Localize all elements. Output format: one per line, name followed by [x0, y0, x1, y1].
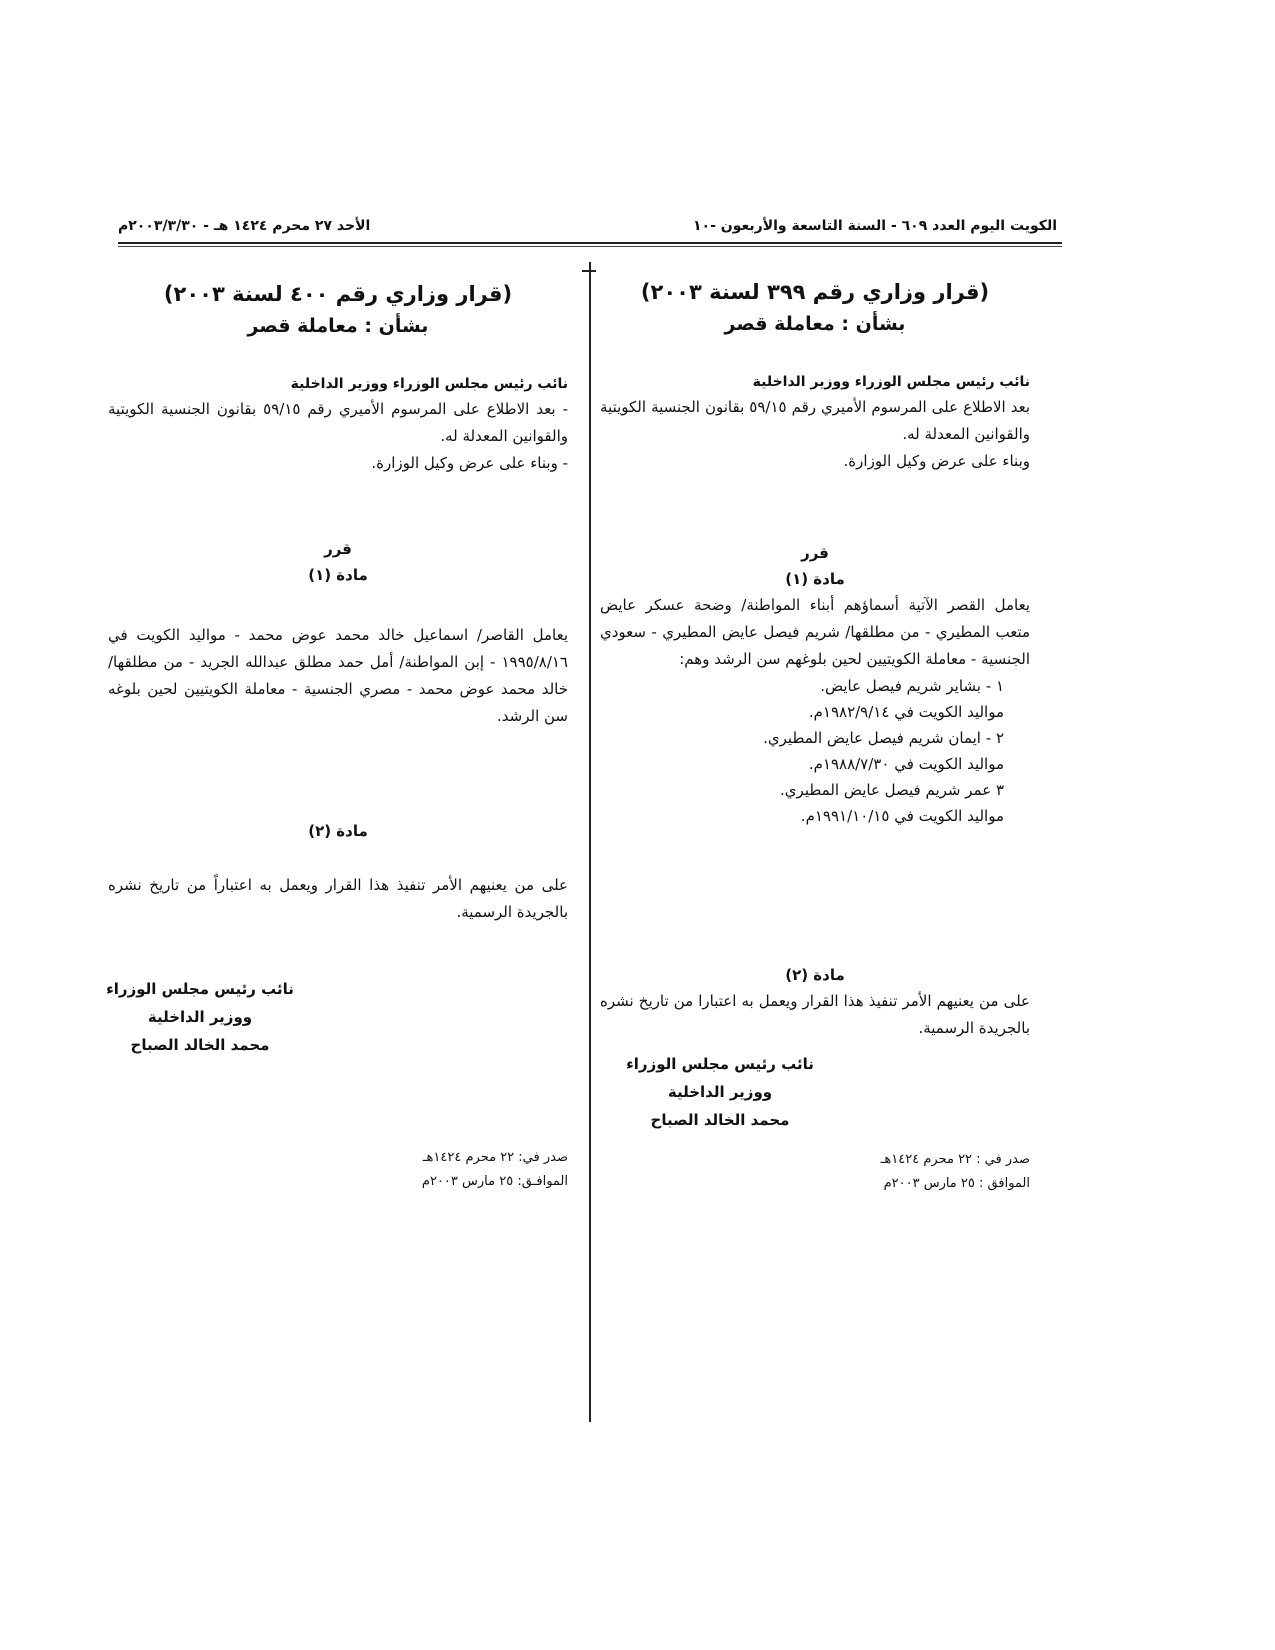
decree-399-article-2-heading: مادة (٢) [785, 966, 845, 984]
signature-title: نائب رئيس مجلس الوزراء [106, 980, 294, 998]
decree-400-article-2-heading: مادة (٢) [308, 822, 368, 840]
issued-date: صدر في : ٢٢ محرم ١٤٢٤هـ [880, 1152, 1030, 1167]
header-date: الأحد ٢٧ محرم ١٤٢٤ هـ - ٢٠٠٣/٣/٣٠م [118, 218, 371, 234]
decree-399-preamble-1: بعد الاطلاع على المرسوم الأميري رقم ٥٩/١٥ بقانون الجنسية الكويتية والقوانين المعدلة له. [600, 398, 1030, 443]
header-rule [118, 242, 1062, 244]
signature-name: محمد الخالد الصباح [130, 1036, 270, 1054]
decree-400-article-2 [108, 818, 568, 926]
decree-400-preamble-1: - بعد الاطلاع على المرسوم الأميري رقم ٥٩/١٥ بقانون الجنسية الكويتية والقوانين المعدلة له. [108, 400, 569, 445]
decree-399-minors-list [600, 673, 1030, 829]
decree-400-subject: بشأن : معاملة قصر [247, 315, 429, 337]
signature-name: محمد الخالد الصباح [650, 1111, 790, 1129]
decree-399-preamble-2: وبناء على عرض وكيل الوزارة. [843, 452, 1030, 470]
decree-399-title-block [600, 276, 1030, 340]
decree-399-article-1 [600, 540, 1030, 829]
list-item: ٢ - ايمان شريم فيصل عايض المطيري. [763, 729, 1004, 747]
decree-400-article-2-text: على من يعنيهم الأمر تنفيذ هذا القرار ويعمل به اعتباراً من تاريخ نشره بالجريدة الرسمية. [108, 876, 568, 921]
list-item: ٣ عمر شريم فيصل عايض المطيري. [780, 781, 1004, 799]
decree-399-article-1-text: يعامل القصر الآتية أسماؤهم أبناء المواطنة/ وضحة عسكر عايض متعب المطيري - من مطلقها/ شريم فيصل عايض المطيري - سعودي الجنسية - معاملة الكويتيين لحين بلوغهم سن الرشد وهم: [600, 596, 1030, 668]
signature-ministry: ووزير الداخلية [147, 1008, 253, 1026]
decree-399-article-2-text: على من يعنيهم الأمر تنفيذ هذا القرار ويعمل به اعتبارا من تاريخ نشره بالجريدة الرسمية. [600, 992, 1030, 1037]
header-issue-info: الكويت اليوم العدد ٦٠٩ - السنة التاسعة والأربعون -١٠ [692, 218, 1057, 234]
decree-400-preamble-2: - وبناء على عرض وكيل الوزارة. [371, 454, 568, 472]
decree-400-article-1 [108, 536, 568, 730]
decree-400-title: (قرار وزاري رقم ٤٠٠ لسنة ٢٠٠٣) [163, 282, 513, 306]
decree-399-authority: نائب رئيس مجلس الوزراء ووزير الداخلية [752, 374, 1030, 390]
decree-400-authority: نائب رئيس مجلس الوزراء ووزير الداخلية [290, 376, 568, 392]
decree-400-signature [100, 975, 300, 1059]
column-divider-tick [582, 270, 596, 272]
decree-400-article-1-text: يعامل القاصر/ اسماعيل خالد محمد عوض محمد - مواليد الكويت في ١٩٩٥/٨/١٦ - إبن المواطنة/ أمل حمد مطلق عبدالله الجريد - من مطلقها/ خالد محمد عوض محمد - مصري الجنسية - معاملة الكويتيين لحين بلوغه سن الرشد. [108, 626, 568, 725]
decree-399-article-1-heading: مادة (١) [785, 570, 845, 588]
decree-399-title: (قرار وزاري رقم ٣٩٩ لسنة ٢٠٠٣) [640, 280, 990, 304]
decree-399-preamble [600, 370, 1030, 475]
corresponding-date: الموافـق: ٢٥ مارس ٢٠٠٣م [421, 1174, 568, 1189]
list-item: مواليد الكويت في ١٩٨٢/٩/١٤م. [808, 703, 1004, 721]
decree-399-signature [620, 1050, 820, 1134]
decree-399-article-2 [600, 962, 1030, 1042]
list-item: ١ - بشاير شريم فيصل عايض. [820, 677, 1004, 695]
list-item: مواليد الكويت في ١٩٩١/١٠/١٥م. [800, 807, 1004, 825]
decree-399-subject: بشأن : معاملة قصر [724, 313, 906, 335]
issued-date: صدر في: ٢٢ محرم ١٤٢٤هـ [422, 1150, 568, 1165]
list-item: مواليد الكويت في ١٩٨٨/٧/٣٠م. [808, 755, 1004, 773]
decree-400-title-block [108, 278, 568, 342]
signature-title: نائب رئيس مجلس الوزراء [626, 1055, 814, 1073]
header-rule-thin [118, 246, 1062, 247]
decree-400-preamble [108, 372, 568, 477]
column-divider [589, 262, 591, 1422]
decree-400-article-1-heading: مادة (١) [308, 566, 368, 584]
decree-399-dates [600, 1148, 1030, 1196]
decree-400-dates [108, 1146, 568, 1194]
corresponding-date: الموافق : ٢٥ مارس ٢٠٠٣م [883, 1176, 1030, 1191]
signature-ministry: ووزير الداخلية [667, 1083, 773, 1101]
decree-399-decided: قرر [801, 544, 829, 562]
decree-400-decided: قرر [324, 540, 352, 558]
